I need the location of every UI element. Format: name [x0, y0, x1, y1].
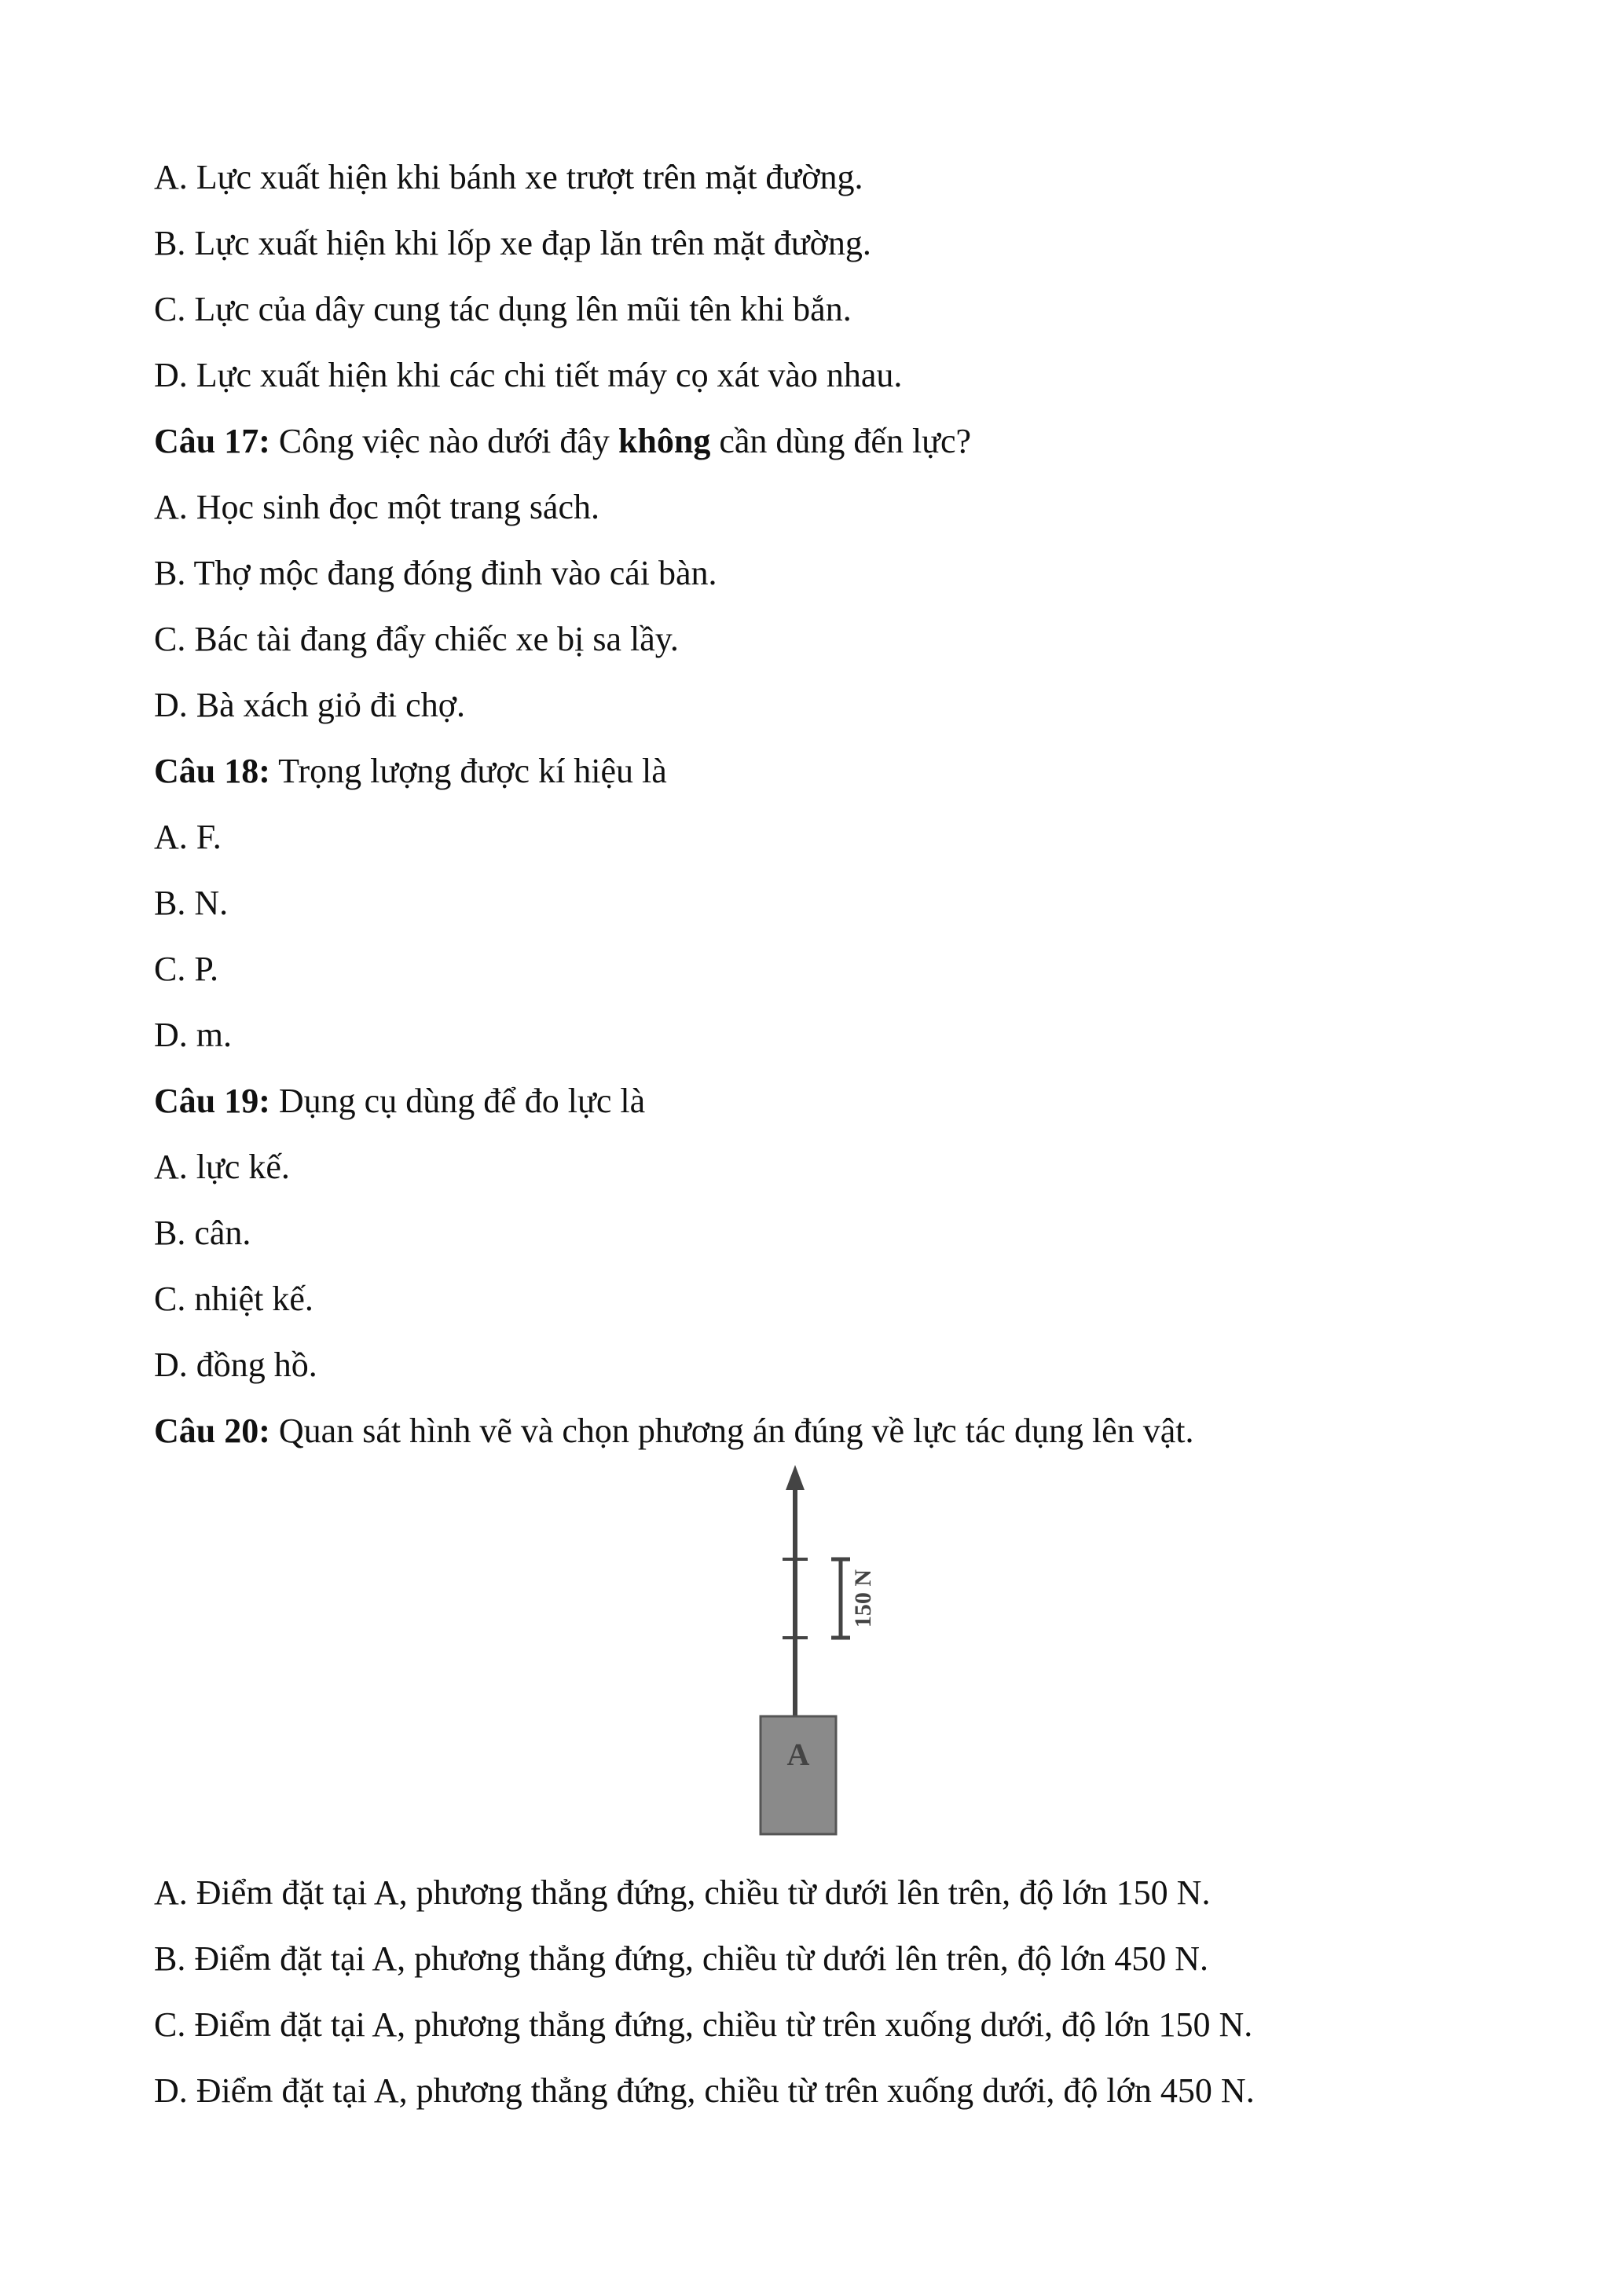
force-diagram-figure: [739, 1457, 927, 1842]
q20-option-d: D. Điểm đặt tại A, phương thẳng đứng, chiều từ trên xuống dưới, độ lớn 450 N.: [154, 2071, 1255, 2110]
q19-question: [154, 1078, 645, 1125]
q20-text: Quan sát hình vẽ và chọn phương án đúng về lực tác dụng lên vật.: [269, 1412, 1194, 1450]
q17-option-d: D. Bà xách giỏ đi chợ.: [154, 686, 465, 724]
q18-option-b: B. N.: [154, 884, 229, 922]
q17-question: [154, 418, 971, 465]
q17-option-c: C. Bác tài đang đẩy chiếc xe bị sa lầy.: [154, 620, 679, 658]
q16-option-a: A. Lực xuất hiện khi bánh xe trượt trên mặt đường.: [154, 158, 863, 196]
q17-option-a: A. Học sinh đọc một trang sách.: [154, 488, 599, 526]
q19-option-a: A. lực kế.: [154, 1148, 290, 1186]
q18-option-d: D. m.: [154, 1016, 232, 1054]
q20-question: [154, 1408, 1193, 1455]
block-a: [761, 1716, 836, 1834]
q18-option-c: C. P.: [154, 950, 218, 988]
q18-question: [154, 748, 667, 795]
q19-text: Dụng cụ dùng để đo lực là: [269, 1082, 646, 1120]
q20-option-c: C. Điểm đặt tại A, phương thẳng đứng, chiều từ trên xuống dưới, độ lớn 150 N.: [154, 2005, 1253, 2044]
q16-option-d: D. Lực xuất hiện khi các chi tiết máy cọ xát vào nhau.: [154, 356, 903, 394]
q19-option-c: C. nhiệt kế.: [154, 1280, 313, 1318]
q17-emphasis: không: [618, 422, 711, 460]
q17-option-b: B. Thợ mộc đang đóng đinh vào cái bàn.: [154, 554, 717, 592]
scale-label: 150 N: [850, 1569, 876, 1628]
q20-label: Câu 20:: [154, 1412, 270, 1450]
q20-option-b: B. Điểm đặt tại A, phương thẳng đứng, chiều từ dưới lên trên, độ lớn 450 N.: [154, 1939, 1209, 1978]
q19-option-d: D. đồng hồ.: [154, 1346, 317, 1384]
force-arrow-head: [786, 1465, 805, 1490]
q16-option-c: C. Lực của dây cung tác dụng lên mũi tên khi bắn.: [154, 290, 852, 328]
q17-label: Câu 17:: [154, 422, 270, 460]
block-label: A: [786, 1737, 810, 1772]
q20-option-a: A. Điểm đặt tại A, phương thẳng đứng, chiều từ dưới lên trên, độ lớn 150 N.: [154, 1873, 1211, 1912]
q18-option-a: A. F.: [154, 818, 222, 856]
q19-option-b: B. cân.: [154, 1214, 251, 1252]
q16-option-b: B. Lực xuất hiện khi lốp xe đạp lăn trên mặt đường.: [154, 224, 871, 262]
q18-text: Trọng lượng được kí hiệu là: [269, 752, 667, 790]
q18-label: Câu 18:: [154, 752, 270, 790]
q17-text-before: Công việc nào dưới đây: [269, 422, 618, 460]
q19-label: Câu 19:: [154, 1082, 270, 1120]
q17-text-after: cần dùng đến lực?: [710, 422, 972, 460]
